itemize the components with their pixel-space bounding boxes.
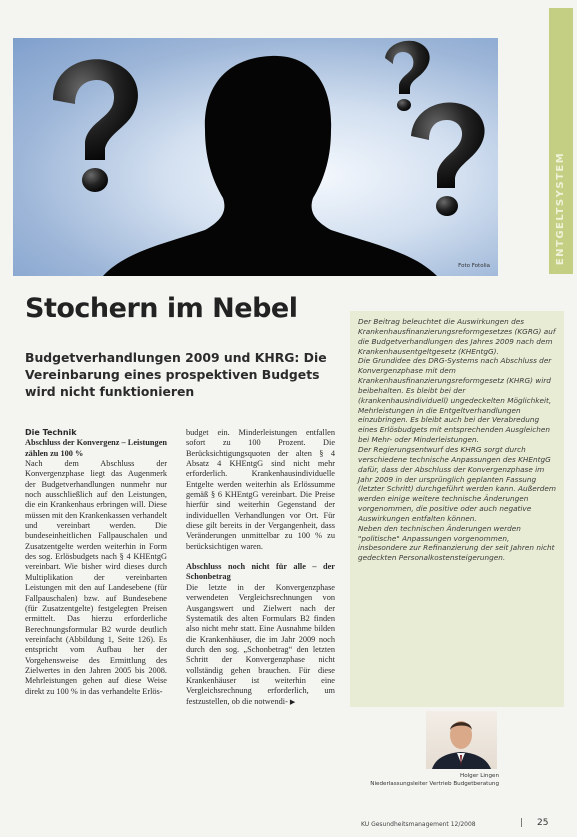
author-portrait [426, 711, 497, 769]
author-role: Niederlassungsleiter Vertrieb Budgetberatung [370, 781, 499, 787]
sub-heading: Abschluss noch nicht für alle – der Schonbetrag [186, 562, 335, 582]
photo-credit: Foto Fotolia [458, 263, 490, 269]
author-name: Holger Lingen [459, 773, 499, 779]
summary-box [350, 311, 564, 707]
footer-separator: | [520, 818, 524, 828]
section-tab [549, 8, 573, 274]
person-silhouette-icon [103, 56, 437, 276]
section-tab-label: ENTGELTSYSTEM [555, 151, 567, 266]
summary-paragraph: Der Regierungsentwurf des KHRG sorgt durch verschiedene technische Anpassungen des KHEntgG dafür, dass der Abschluss der Konvergenzphase im Jahr 2009 in der ursprünglich geplanten Fassung (letzter Schritt) durchgeführt werden kann. Außerdem werden einige weitere technische Änderungen vorgenommen, die positive oder auch negative Auswirkungen entfalten können. [358, 444, 556, 523]
body-paragraph: Nach dem Abschluss der Konvergenzphase liegt das Augenmerk der Budgetverhandlungen nunmehr nur noch ausschließlich auf den Leistungen, die ein Krankenhaus erbringen will. Diese müssen mit den Krankenkassen verhandelt und vereinbart werden. Die bundeseinheitlichen Fallpauschalen und Zusatzentgelte werden weiterhin in Form des sog. Erlösbudgets nach § 4 KHEntgG vereinbart. Wie bisher wird dieses durch Multiplikation der vereinbarten Leistungen mit den auf Landesebene (für Fallpauschalen) bzw. auf Bundesebene (für Zusatzentgelte) festgelegten Preisen ermittelt. Das hierzu erforderliche Berechnungsformular B2 wurde deutlich vereinfacht (Abbildung 1, Seite 126). Es entspricht vom Aufbau her der Vorgehensweise des Ermittlung des Zielwertes in den Jahren 2005 bis 2008. Mehrleistungen gehen auf diese Weise direkt zu 100 % in das verhandelte Erlös- [25, 459, 167, 696]
summary-paragraph: Die Grundidee des DRG-Systems nach Abschluss der Konvergenzphase mit dem Krankenhausfinanzierungsreformgesetz (KHRG) wird beibehalten. Es bleibt bei der (krankenhausindividuell) ungedeckelten Möglichkeit, Mehrleistungen in die Entgeltverhandlungen einzubringen. Es bleibt auch bei der Verabredung eines Erlösbudgets mit entsprechenden Ausgleichen bei Mehr- oder Minderleistungen. [358, 356, 552, 445]
silhouette-illustration [13, 38, 498, 276]
section-heading: Die Technik [25, 428, 77, 437]
summary-paragraph: Neben den technischen Änderungen werden "politische" Anpassungen vorgenommen, insbesondere zur Refinanzierung der seit Jahren nicht gedeckten Personalkostensteigerungen. [358, 523, 555, 563]
body-paragraph [186, 583, 335, 707]
body-column-left [25, 428, 167, 697]
author-photo-icon [426, 711, 497, 769]
question-mark-top-right-icon [385, 41, 430, 111]
body-text: Die letzte in der Konvergenzphase verwendeten Vergleichsrechnungen von Ausgangswert und Zielwert nach der Systematik des alten Formulars B2 finden also nicht mehr statt. Eine Ausnahme bilden die Krankenhäuser, die im Jahr 2009 noch durch den sog. „Schonbetrag“ den letzten Schritt der Konvergenzphase nicht vollständig gehen brauchen. Für diese Krankenhäuser ist weiterhin eine Vergleichsrechnung erforderlich, um festzustellen, ob die notwendi- [186, 582, 335, 706]
article-subtitle: Budgetverhandlungen 2009 und KHRG: Die Vereinbarung eines prospektiven Budgets wird nicht funktionieren [25, 350, 327, 399]
footer-journal: KU Gesundheitsmanagement 12/2008 [361, 821, 476, 828]
sub-heading: Abschluss der Konvergenz – Leistungen zählen zu 100 % [25, 438, 167, 458]
body-paragraph: budget ein. Minderleistungen entfallen sofort zu 100 Prozent. Die Berücksichtigungsquoten der alten § 4 Absatz 4 KHEntgG sind nicht mehr erforderlich. Krankenhausindividuelle Entgelte werden weiterhin als Erlössumme gemäß § 6 KHEntgG vereinbart. Die Preise hierfür sind weiterhin Gegenstand der individuellen Verhandlungen vor Ort. Für diese gilt bereits in der Vergangenheit, dass Veränderungen unmittelbar zu 100 % zu berücksichtigen waren. [186, 428, 335, 551]
article-title: Stochern im Nebel [25, 293, 298, 324]
continue-arrow-icon: ▶ [289, 697, 296, 706]
question-mark-left-icon [53, 59, 138, 192]
body-column-middle [186, 428, 335, 707]
page-number: 25 [537, 818, 549, 828]
hero-image [13, 38, 498, 276]
summary-paragraph: Der Beitrag beleuchtet die Auswirkungen des Krankenhausfinanzierungsreformgesetzes (KGRG) auf die Budgetverhandlungen des Jahres 2009 nach dem Krankenhausentgeltgesetz (KHEntgG). [358, 317, 556, 356]
question-mark-right-icon [411, 102, 485, 216]
